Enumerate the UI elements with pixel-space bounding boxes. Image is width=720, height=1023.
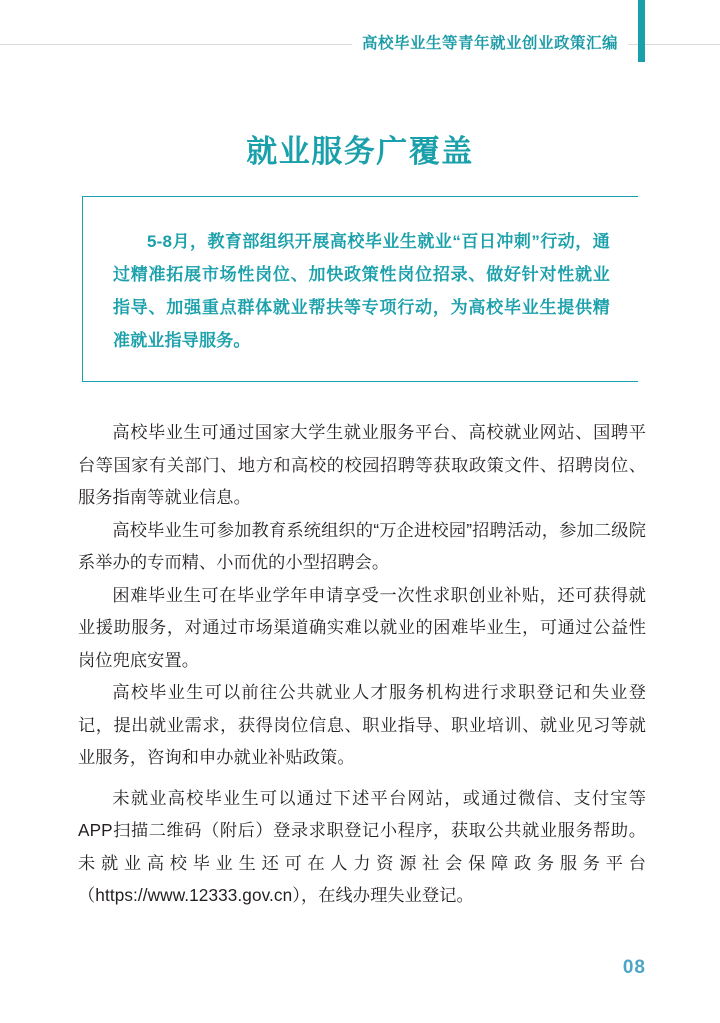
page-number: 08 — [622, 957, 646, 978]
callout-text: 5-8月，教育部组织开展高校毕业生就业“百日冲刺”行动，通过精准拓展市场性岗位、加快政策性岗位招录、做好针对性就业指导、加强重点群体就业帮扶等专项行动，为高校毕业生提供精准就业指导服务。 — [113, 232, 610, 350]
page-header — [0, 0, 720, 90]
paragraph: 未就业高校毕业生可以通过下述平台网站，或通过微信、支付宝等APP扫描二维码（附后）登录求职登记小程序，获取公共就业服务帮助。未就业高校毕业生还可在人力资源社会保障政务服务平台（https://www.12333.gov.cn），在线办理失业登记。 — [78, 787, 646, 905]
paragraph: 高校毕业生可通过国家大学生就业服务平台、高校就业网站、国聘平台等国家有关部门、地方和高校的校园招聘等获取政策文件、招聘岗位、服务指南等就业信息。 — [78, 422, 646, 507]
running-title: 高校毕业生等青年就业创业政策汇编 — [352, 33, 628, 55]
header-accent-bar — [638, 0, 645, 62]
body-content — [78, 416, 646, 912]
paragraph: 高校毕业生可参加教育系统组织的“万企进校园”招聘活动，参加二级院系举办的专而精、小而优的小型招聘会。 — [78, 519, 646, 572]
highlight-callout — [82, 196, 638, 382]
paragraph: 困难毕业生可在毕业学年申请享受一次性求职创业补贴，还可获得就业援助服务，对通过市场渠道确实难以就业的困难毕业生，可通过公益性岗位兜底安置。 — [78, 584, 646, 670]
paragraph: 高校毕业生可以前往公共就业人才服务机构进行求职登记和失业登记，提出就业需求，获得岗位信息、职业指导、职业培训、就业见习等就业服务，咨询和申办就业补贴政策。 — [78, 682, 646, 767]
page-title: 就业服务广覆盖 — [246, 134, 474, 169]
